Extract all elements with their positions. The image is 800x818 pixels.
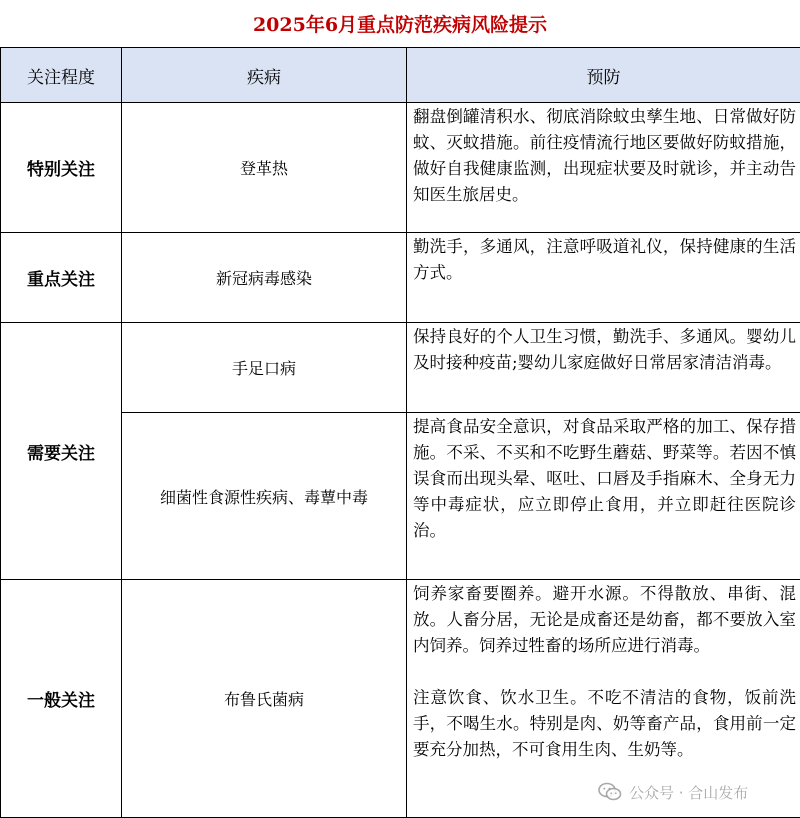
header-disease: 疾病 [122, 48, 407, 103]
risk-table [0, 47, 800, 818]
level-cell: 需要关注 [1, 323, 122, 580]
level-cell: 一般关注 [1, 580, 122, 818]
level-cell: 特别关注 [1, 103, 122, 233]
header-level: 关注程度 [1, 48, 122, 103]
prevention-text: 注意饮食、饮水卫生。不吃不清洁的食物，饭前洗手，不喝生水。特别是肉、奶等畜产品，食用前一定要充分加热，不可食用生肉、生奶等。 [413, 685, 796, 763]
table-row [1, 323, 800, 413]
header-row [1, 48, 800, 103]
prevention-text: 保持良好的个人卫生习惯，勤洗手、多通风。婴幼儿及时接种疫苗;婴幼儿家庭做好日常居家清洁消毒。 [413, 324, 796, 376]
prevention-text: 翻盘倒罐清积水、彻底消除蚊虫孳生地、日常做好防蚊、灭蚊措施。前往疫情流行地区要做好防蚊措施，做好自我健康监测，出现症状要及时就诊，并主动告知医生旅居史。 [413, 104, 796, 208]
prevention-cell [407, 103, 800, 233]
disease-cell: 手足口病 [122, 323, 407, 413]
disease-cell: 登革热 [122, 103, 407, 233]
prevention-cell [407, 233, 800, 323]
prevention-text: 提高食品安全意识，对食品采取严格的加工、保存措施。不采、不买和不吃野生蘑菇、野菜等。若因不慎误食而出现头晕、呕吐、口唇及手指麻木、全身无力等中毒症状，应立即停止食用，并立即赶往医院诊治。 [413, 414, 796, 544]
prevention-cell [407, 323, 800, 413]
wechat-icon [598, 782, 622, 802]
disease-cell: 细菌性食源性疾病、毒蕈中毒 [122, 413, 407, 580]
page-title: 2025年6月重点防范疾病风险提示 [0, 0, 800, 48]
level-cell: 重点关注 [1, 233, 122, 323]
table-row [1, 233, 800, 323]
table-body [1, 103, 800, 818]
header-prevention: 预防 [407, 48, 800, 103]
table-row [1, 103, 800, 233]
prevention-text: 饲养家畜要圈养。避开水源。不得散放、串街、混放。人畜分居，无论是成畜还是幼畜，都不要放入室内饲养。饲养过牲畜的场所应进行消毒。 [413, 581, 796, 659]
prevention-text: 勤洗手，多通风，注意呼吸道礼仪，保持健康的生活方式。 [413, 234, 796, 286]
watermark-text: 公众号 · 合山发布 [629, 782, 748, 803]
disease-cell: 新冠病毒感染 [122, 233, 407, 323]
disease-cell: 布鲁氏菌病 [122, 580, 407, 818]
watermark [598, 774, 748, 810]
prevention-cell [407, 413, 800, 580]
